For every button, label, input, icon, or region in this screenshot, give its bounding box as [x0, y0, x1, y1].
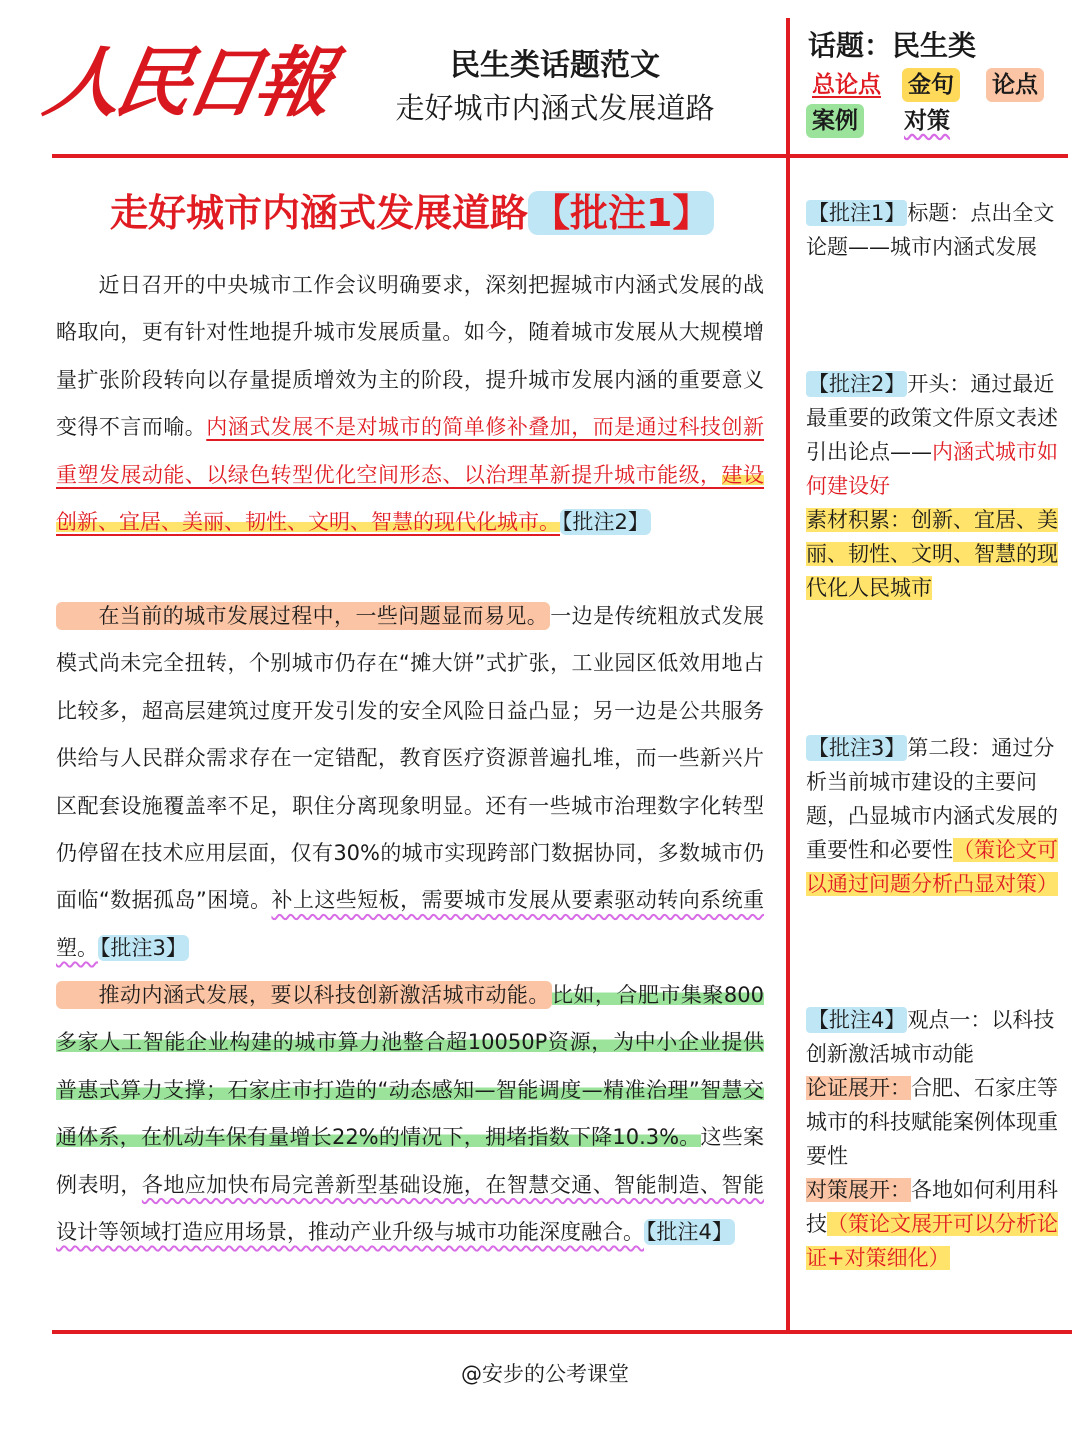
side-note-2-text: 开头：通过最近最重要的政策文件原文表述引出论点——: [806, 372, 1058, 464]
article-title: [110, 186, 714, 240]
legend-point: 论点: [986, 68, 1044, 102]
side-note-4-argument-text: 合肥、石家庄等城市的科技赋能案例体现重要性: [806, 1076, 1058, 1168]
side-note-4-measure-label: 对策展开：: [806, 1178, 911, 1202]
side-note-3-tag: 【批注3】: [808, 736, 906, 760]
side-note-3: [806, 731, 1064, 901]
paragraph-2: [56, 593, 764, 972]
p2-point: 在当前的城市发展过程中，一些问题显而易见。: [56, 602, 550, 630]
paragraph-1: [56, 262, 764, 546]
p2-measure: 补上这些短板，需要城市发展从要素驱动转向系统重塑。: [56, 888, 765, 960]
footer-credit: @安步的公考课堂: [461, 1362, 629, 1386]
p1-golden-sentence: 建设创新、宜居、美丽、韧性、文明、智慧的现代化城市。: [56, 462, 764, 535]
header-title: 民生类话题范文: [450, 48, 660, 83]
side-note-2: [806, 367, 1064, 605]
side-note-4-tag: 【批注4】: [808, 1008, 906, 1032]
note-tag-1: 【批注1】: [528, 191, 714, 235]
column-divider: [786, 18, 790, 1332]
header-subtitle: 走好城市内涵式发展道路: [395, 91, 715, 125]
p3-text: 这些案例表明，: [56, 1125, 765, 1197]
side-note-4-argument-label: 论证展开：: [806, 1076, 911, 1100]
side-note-4-tip: （策论文展开可以分析论证+对策细化）: [806, 1212, 1058, 1270]
p3-case: 比如，合肥市集聚800多家人工智能企业构建的城市算力池整合超10050P资源，为中小企业提供普惠式算力支撑；石家庄市打造的“动态感知—智能调度—精准治理”智慧交通体系，在机动车保有量增长22%的情况下，拥堵指数下降10.3%。: [56, 983, 764, 1150]
side-note-3-tip: （策论文可以通过问题分析凸显对策）: [806, 838, 1058, 896]
side-note-2-tag: 【批注2】: [808, 372, 906, 396]
side-note-4: [806, 1003, 1064, 1275]
side-note-2-material: 素材积累：创新、宜居、美丽、韧性、文明、智慧的现代化人民城市: [806, 508, 1058, 600]
paragraph-3: [56, 972, 764, 1256]
legend-thesis: 总论点: [812, 72, 881, 98]
note-tag-2: 【批注2】: [562, 510, 649, 535]
side-note-3-text: 第二段：通过分析当前城市建设的主要问题，凸显城市内涵式发展的重要性和必要性: [806, 736, 1058, 862]
p1-thesis: 内涵式发展不是对城市的简单修补叠加，而是通过科技创新重塑发展动能、以绿色转型优化空间形态、以治理革新提升城市能级，建设创新、宜居、美丽、韧性、文明、智慧的现代化城市。: [56, 415, 764, 535]
topic-label: 话题：民生类: [808, 29, 977, 62]
side-note-4-text: 观点一：以科技创新激活城市动能: [806, 1008, 1055, 1066]
side-note-1: [806, 196, 1064, 264]
header-divider: [52, 154, 1068, 158]
side-note-4-measure-text: 各地如何利用科技: [806, 1178, 1058, 1236]
note-tag-4: 【批注4】: [646, 1220, 733, 1245]
footer-divider: [52, 1330, 1072, 1334]
article-title-text: 走好城市内涵式发展道路: [110, 191, 529, 235]
p1-text: 近日召开的中央城市工作会议明确要求，深刻把握城市内涵式发展的战略取向，更有针对性地提升城市发展质量。如今，随着城市发展从大规模增量扩张阶段转向以存量提质增效为主的阶段，提升城市发展内涵的重要意义变得不言而喻。: [56, 273, 764, 440]
legend-measure: 对策: [904, 108, 950, 134]
p3-measure: 各地应加快布局完善新型基础设施，在智慧交通、智能制造、智能设计等领域打造应用场景，推动产业升级与城市功能深度融合。: [56, 1172, 764, 1245]
legend-golden-sentence: 金句: [902, 68, 960, 102]
logo: 人民日報: [38, 38, 334, 127]
legend-case: 案例: [806, 104, 864, 138]
p2-text: 一边是传统粗放式发展模式尚未完全扭转，个别城市仍存在“摊大饼”式扩张，工业园区低效用地占比较多，超高层建筑过度开发引发的安全风险日益凸显；另一边是公共服务供给与人民群众需求存在一定错配，教育医疗资源普遍扎堆，而一些新兴片区配套设施覆盖率不足，职住分离现象明显。还有一些城市治理数字化转型仍停留在技术应用层面，仅有30%的城市实现跨部门数据协同，多数城市仍面临“数据孤岛”困境。: [56, 604, 765, 913]
note-tag-3: 【批注3】: [100, 935, 187, 960]
side-note-1-tag: 【批注1】: [808, 201, 906, 225]
side-note-2-thesis: 内涵式城市如何建设好: [806, 440, 1058, 498]
p3-point: 推动内涵式发展，要以科技创新激活城市动能。: [56, 981, 552, 1009]
side-note-1-text: 标题：点出全文论题——城市内涵式发展: [806, 201, 1055, 259]
